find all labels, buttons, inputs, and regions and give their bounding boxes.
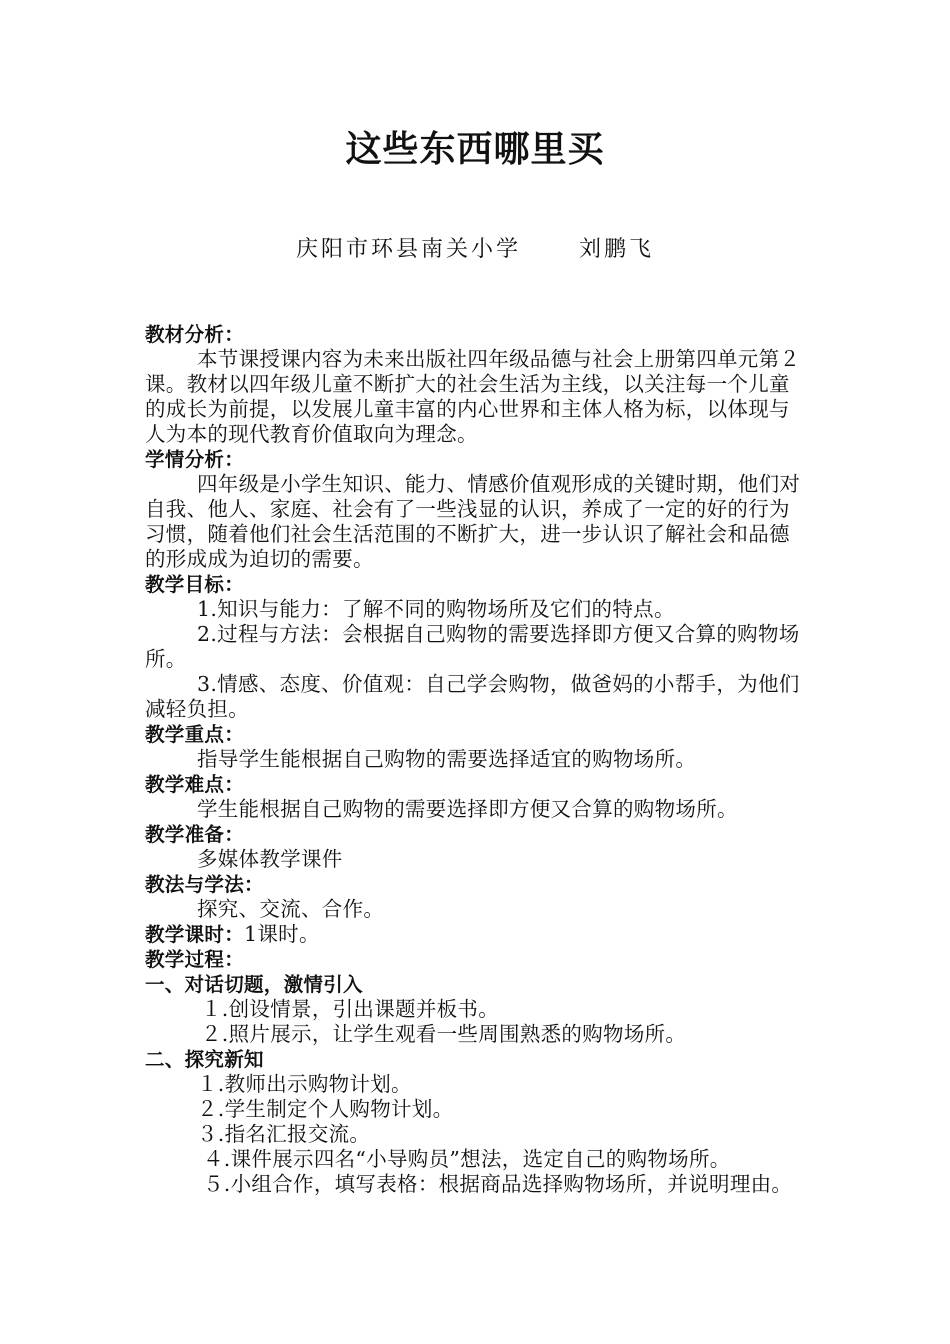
section-heading-difficulty: 教学难点：: [145, 773, 245, 796]
document-body: [145, 322, 810, 1197]
section-text-preparation: 多媒体教学课件: [197, 847, 343, 871]
section-text-difficulty: 学生能根据自己购物的需要选择即方便又合算的购物场所。: [197, 797, 738, 821]
section-heading-hours: 教学课时：: [145, 923, 245, 946]
goal-item: 1.知识与能力：了解不同的购物场所及它们的特点。: [197, 597, 675, 621]
section-heading-students: 学情分析：: [145, 448, 245, 471]
process-item: ２.学生制定个人购物计划。: [197, 1097, 454, 1121]
goal-item: 2.过程与方法：会根据自己购物的需要选择即方便又合算的购物场所。: [145, 622, 800, 671]
section-text-students: 四年级是小学生知识、能力、情感价值观形成的关键时期，他们对自我、他人、家庭、社会有了一些浅显的认识，养成了一定的好的行为习惯，随着他们社会生活范围的不断扩大，进一步认识了解社会和品德的形成成为迫切的需要。: [145, 472, 801, 571]
section-text-hours: 1课时。: [244, 922, 320, 946]
goal-item: 3.情感、态度、价值观：自己学会购物，做爸妈的小帮手，为他们减轻负担。: [145, 672, 800, 721]
process-item: ３.指名汇报交流。: [197, 1122, 371, 1146]
process-step-heading: 二、探究新知: [145, 1048, 264, 1071]
author-name: 刘鹏飞: [579, 237, 655, 262]
section-text-material: 本节课授课内容为未来出版社四年级品德与社会上册第四单元第２课。教材以四年级儿童不断扩大的社会生活为主线，以关注每一个儿童的成长为前提，以发展儿童丰富的内心世界和主体人格为标，以体现与人为本的现代教育价值取向为理念。: [145, 347, 801, 446]
section-heading-process: 教学过程：: [145, 948, 245, 971]
section-heading-goals: 教学目标：: [145, 573, 245, 596]
section-heading-methods: 教法与学法：: [145, 873, 264, 896]
process-item: １.创设情景，引出课题并板书。: [201, 997, 500, 1021]
process-item: ４.课件展示四名“小导购员”想法，选定自己的购物场所。: [203, 1147, 731, 1171]
school-name: 庆阳市环县南关小学: [295, 237, 521, 262]
process-item: １.教师出示购物计划。: [197, 1072, 412, 1096]
section-heading-material: 教材分析：: [145, 323, 245, 346]
document-title: 这些东西哪里买: [345, 129, 605, 170]
process-item: ２.照片展示，让学生观看一些周围熟悉的购物场所。: [201, 1022, 687, 1046]
section-text-methods: 探究、交流、合作。: [197, 897, 385, 921]
author-line: [0, 230, 950, 270]
section-heading-preparation: 教学准备：: [145, 823, 245, 846]
lesson-hours-line: [145, 922, 810, 947]
section-heading-focus: 教学重点：: [145, 723, 245, 746]
process-step-heading: 一、对话切题，激情引入: [145, 973, 363, 996]
section-text-focus: 指导学生能根据自己购物的需要选择适宜的购物场所。: [197, 747, 697, 771]
process-item: ５.小组合作，填写表格：根据商品选择购物场所，并说明理由。: [203, 1172, 793, 1196]
